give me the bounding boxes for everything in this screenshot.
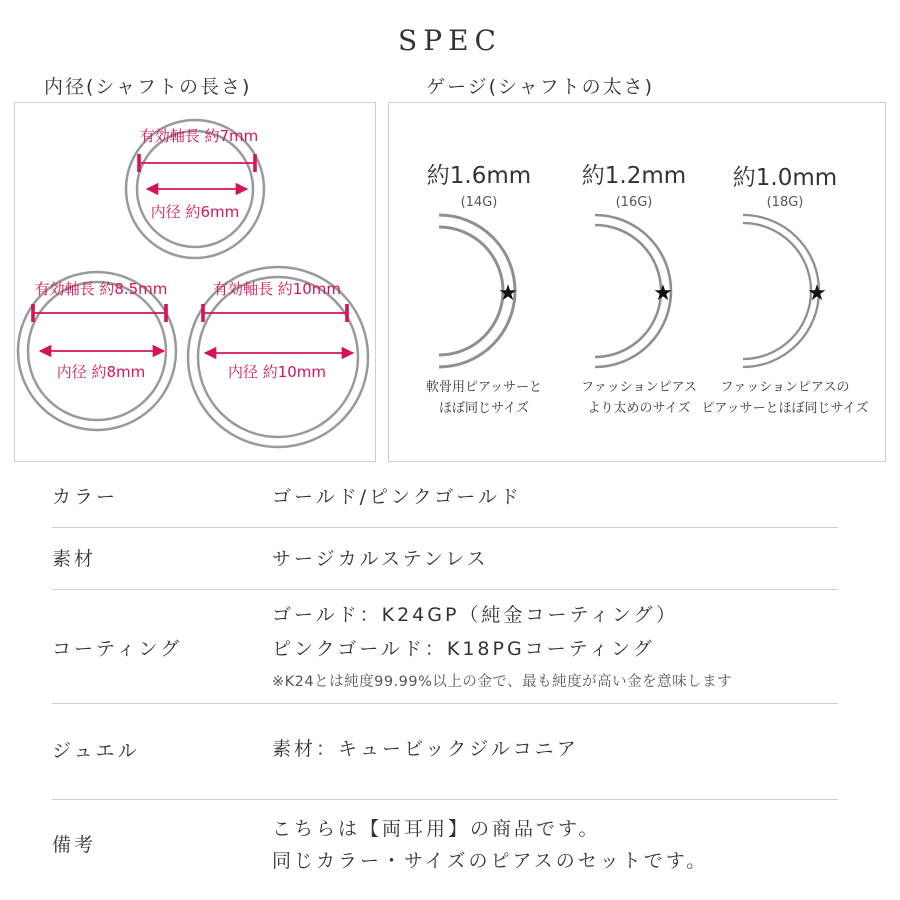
gauge-14g — [426, 163, 542, 416]
ring-large-inner-diameter: 内径 約10mm — [227, 363, 327, 381]
spec-value-coating-line2: ピンクゴールド：K18PGコーティング — [272, 638, 655, 660]
gauge-18g-size: 約1.0mm — [732, 165, 838, 191]
ring-small-inner-diameter: 内径 約6mm — [150, 203, 240, 221]
gauge-18g-label: (18G) — [766, 195, 804, 210]
spec-note-coating: ※K24とは純度99.99%以上の金で、最も純度が高い金を意味します — [272, 674, 733, 690]
spec-row-coating — [52, 590, 838, 704]
spec-row-color — [52, 468, 838, 528]
ring-medium-effective-length: 有効軸長 約8.5mm — [34, 280, 168, 298]
star-icon: ★ — [653, 281, 673, 306]
gauge-18g — [701, 165, 868, 416]
inner-diameter-heading: 内径(シャフトの長さ) — [44, 76, 252, 98]
ring-small-effective-length: 有効軸長 約7mm — [139, 127, 259, 145]
ring-diagram — [15, 103, 377, 463]
spec-value-remarks-line1: こちらは【両耳用】の商品です。 — [272, 818, 601, 840]
spec-value-jewel: 素材：キュービックジルコニア — [272, 738, 579, 760]
ring-large-effective-length: 有効軸長 約10mm — [212, 280, 342, 298]
gauge-panel — [388, 102, 886, 462]
spec-row-material — [52, 528, 838, 590]
ring-medium — [18, 272, 176, 430]
spec-value-coating-line1: ゴールド：K24GP（純金コーティング） — [272, 604, 679, 626]
gauge-16g-caption-line1: ファッションピアス — [581, 380, 697, 395]
spec-row-jewel — [52, 704, 838, 800]
gauge-16g-label: (16G) — [615, 195, 653, 210]
spec-row-remarks — [52, 800, 838, 890]
gauge-14g-size: 約1.6mm — [426, 163, 532, 189]
spec-label-jewel: ジュエル — [52, 740, 140, 762]
spec-label-remarks: 備考 — [52, 834, 97, 856]
page-title: SPEC — [398, 24, 502, 57]
gauge-14g-label: (14G) — [460, 195, 498, 210]
gauge-16g-caption-line2: より太めのサイズ — [587, 401, 691, 416]
gauge-diagram — [389, 103, 887, 463]
ring-medium-inner-diameter: 内径 約8mm — [56, 363, 146, 381]
gauge-14g-caption-line1: 軟骨用ピアッサーと — [425, 380, 543, 395]
ring-large — [188, 267, 368, 447]
gauge-18g-caption-line1: ファッションピアスの — [720, 380, 850, 395]
spec-label-color: カラー — [52, 486, 119, 508]
spec-value-material: サージカルステンレス — [272, 548, 489, 570]
star-icon: ★ — [807, 281, 827, 306]
gauge-16g — [581, 163, 697, 416]
spec-value-color: ゴールド/ピンクゴールド — [272, 486, 522, 508]
spec-value-remarks-line2: 同じカラー・サイズのピアスのセットです。 — [272, 850, 709, 872]
spec-label-coating: コーティング — [52, 638, 183, 660]
star-icon: ★ — [498, 281, 518, 306]
inner-diameter-panel — [14, 102, 376, 462]
spec-label-material: 素材 — [52, 548, 97, 570]
ring-small — [126, 120, 264, 258]
gauge-heading: ゲージ(シャフトの太さ) — [426, 76, 655, 98]
gauge-16g-size: 約1.2mm — [581, 163, 687, 189]
gauge-18g-caption-line2: ピアッサーとほぼ同じサイズ — [701, 401, 869, 416]
gauge-14g-caption-line2: ほぼ同じサイズ — [439, 401, 529, 416]
